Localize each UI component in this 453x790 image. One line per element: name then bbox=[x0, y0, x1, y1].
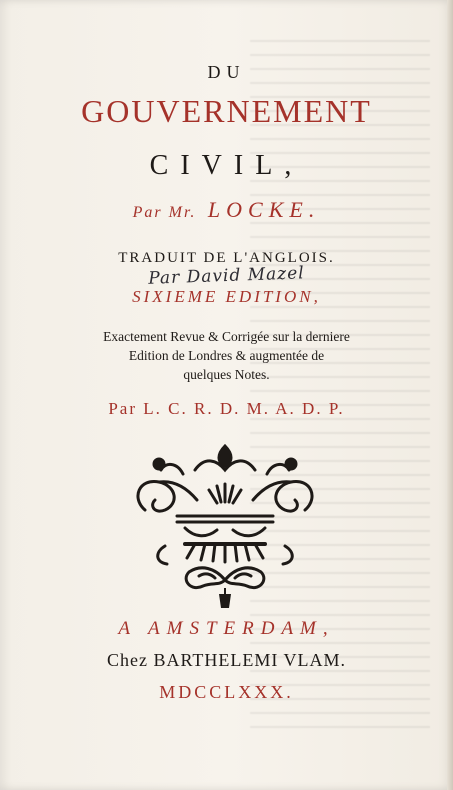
edition-line: SIXIEME EDITION, bbox=[132, 287, 321, 306]
description-line-2: Edition de Londres & augmentée de bbox=[128, 348, 325, 363]
imprint-year: MDCCLXXX. bbox=[159, 682, 294, 702]
author-line bbox=[0, 197, 453, 223]
title-gouvernement: GOUVERNEMENT bbox=[81, 93, 372, 129]
handwritten-annotation: Par David Mazel bbox=[147, 263, 306, 289]
fleuron-printers-ornament-icon bbox=[125, 440, 325, 610]
description-line-1: Exactement Revue & Corrigée sur la derniere bbox=[103, 329, 350, 344]
author-prefix: Par Mr. bbox=[132, 204, 197, 221]
translated-from: TRADUIT DE L'ANGLOIS. bbox=[118, 250, 335, 266]
title-du: DU bbox=[207, 62, 246, 82]
description-line-3: quelques Notes. bbox=[183, 367, 270, 382]
imprint-place: A AMSTERDAM, bbox=[118, 618, 335, 639]
translator-initials: Par L. C. R. D. M. A. D. P. bbox=[108, 399, 345, 418]
edition-description bbox=[0, 327, 453, 384]
author-name: LOCKE. bbox=[207, 197, 321, 222]
imprint-printer: Chez BARTHELEMI VLAM. bbox=[106, 650, 347, 670]
title-civil: CIVIL, bbox=[149, 150, 304, 181]
